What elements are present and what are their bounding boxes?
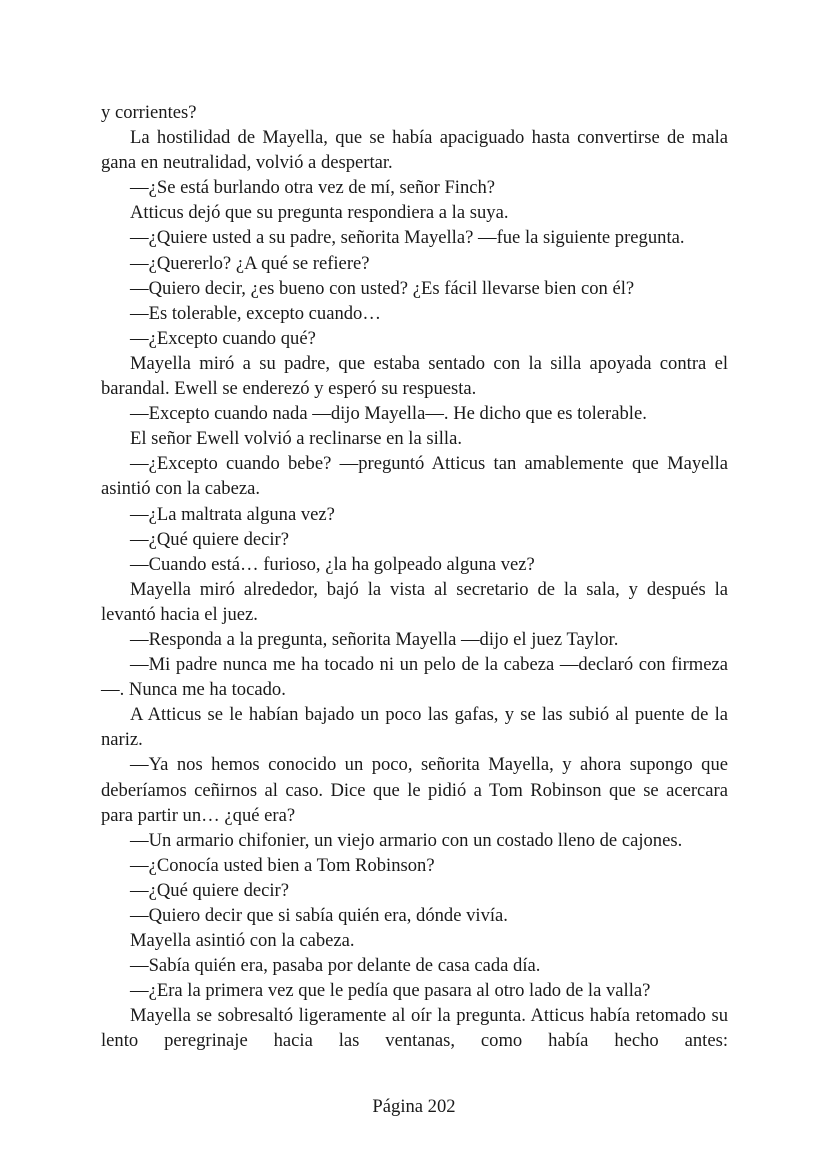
- paragraph: —Responda a la pregunta, señorita Mayella —dijo el juez Taylor.: [130, 628, 619, 650]
- paragraph: —Quiero decir, ¿es bueno con usted? ¿Es fácil llevarse bien con él?: [130, 277, 635, 299]
- paragraph: —¿Qué quiere decir?: [130, 879, 289, 901]
- paragraph: Mayella asintió con la cabeza.: [130, 930, 355, 952]
- paragraph: —¿Quererlo? ¿A qué se refiere?: [130, 252, 370, 274]
- paragraph: —¿La maltrata alguna vez?: [130, 503, 335, 525]
- paragraph: Mayella se sobresaltó ligeramente al oír la pregunta. Atticus había retomado su lento peregrinaje hacia las ventanas, como había hecho antes:: [101, 1005, 728, 1052]
- paragraph: Mayella miró a su padre, que estaba sentado con la silla apoyada contra el barandal. Ewell se enderezó y esperó su respuesta.: [101, 352, 728, 400]
- paragraph: —¿Excepto cuando qué?: [130, 327, 316, 349]
- paragraph: —Mi padre nunca me ha tocado ni un pelo de la cabeza —declaró con firmeza—. Nunca me ha tocado.: [101, 654, 728, 701]
- body-text: [101, 100, 728, 1054]
- paragraph: y corrientes?: [101, 102, 197, 123]
- paragraph: —Cuando está… furioso, ¿la ha golpeado alguna vez?: [130, 553, 535, 575]
- paragraph: Atticus dejó que su pregunta respondiera a la suya.: [130, 202, 509, 224]
- paragraph: —¿Quiere usted a su padre, señorita Mayella? —fue la siguiente pregunta.: [130, 227, 685, 249]
- paragraph: —Ya nos hemos conocido un poco, señorita Mayella, y ahora supongo que deberíamos ceñirnos al caso. Dice que le pidió a Tom Robinson que se acercara para partir un… ¿qué era?: [101, 754, 728, 826]
- paragraph: —¿Excepto cuando bebe? —preguntó Atticus tan amablemente que Mayella asintió con la cabeza.: [101, 453, 728, 500]
- paragraph: A Atticus se le habían bajado un poco las gafas, y se las subió al puente de la nariz.: [101, 704, 728, 751]
- paragraph: —Es tolerable, excepto cuando…: [130, 302, 381, 324]
- paragraph: —Un armario chifonier, un viejo armario con un costado lleno de cajones.: [130, 829, 683, 851]
- page-number: Página 202: [372, 1096, 456, 1117]
- paragraph: —Quiero decir que si sabía quién era, dónde vivía.: [130, 905, 508, 926]
- paragraph: —¿Era la primera vez que le pedía que pasara al otro lado de la valla?: [130, 980, 651, 1002]
- paragraph: —Sabía quién era, pasaba por delante de casa cada día.: [130, 955, 541, 977]
- paragraph: —Excepto cuando nada —dijo Mayella—. He dicho que es tolerable.: [130, 403, 647, 425]
- paragraph: —¿Conocía usted bien a Tom Robinson?: [130, 854, 435, 876]
- paragraph: —¿Se está burlando otra vez de mí, señor Finch?: [130, 177, 496, 199]
- paragraph: —¿Qué quiere decir?: [130, 528, 289, 550]
- paragraph: El señor Ewell volvió a reclinarse en la silla.: [130, 428, 462, 450]
- paragraph: Mayella miró alrededor, bajó la vista al secretario de la sala, y después la levantó hacia el juez.: [101, 578, 728, 625]
- paragraph: La hostilidad de Mayella, que se había apaciguado hasta convertirse de mala gana en neutralidad, volvió a despertar.: [101, 127, 728, 174]
